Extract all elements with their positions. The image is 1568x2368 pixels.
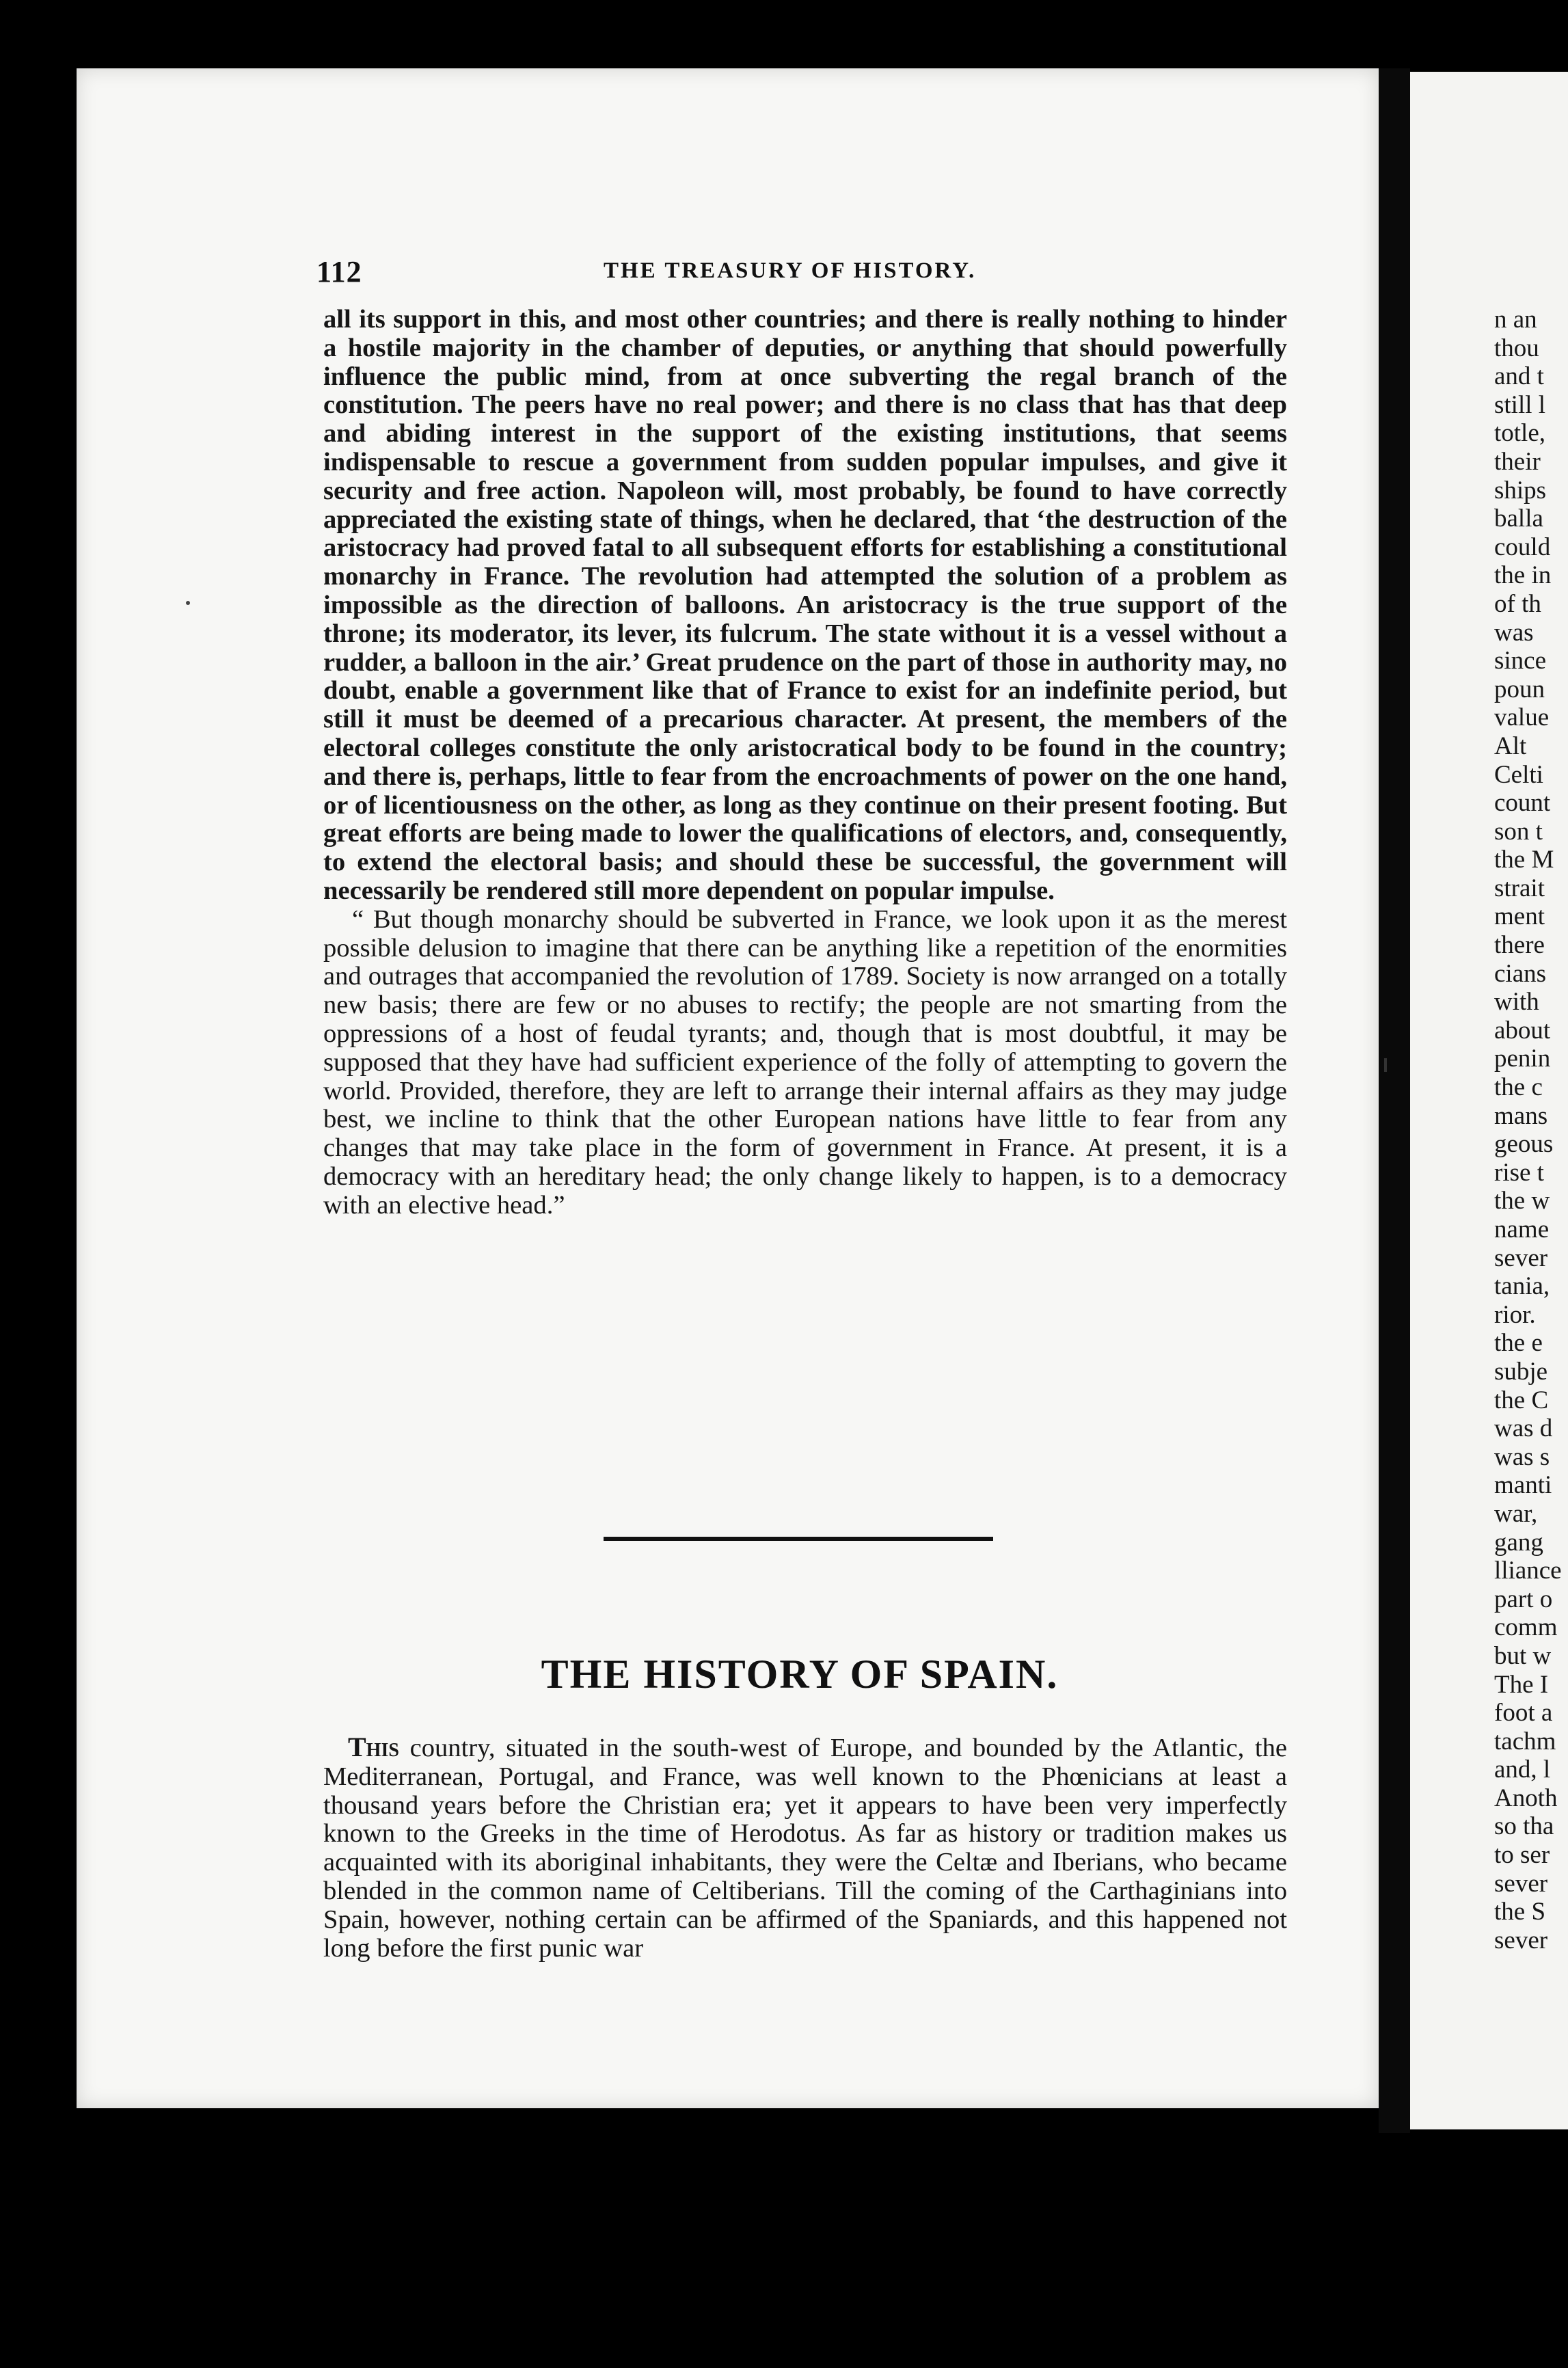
right-page-line-fragment: the S [1494,1898,1546,1926]
right-page-line-fragment: lliance [1494,1557,1562,1585]
right-page-line-fragment: still l [1494,390,1546,419]
right-page-line-fragment: poun [1494,675,1545,703]
right-page-line-fragment: totle, [1494,419,1546,448]
right-page-text-fragments [1494,306,1568,1954]
right-page-line-fragment: manti [1494,1471,1552,1500]
right-page-line-fragment: the C [1494,1386,1549,1414]
body-paragraph-quote: “ But though monarchy should be subverted in France, we look upon it as the merest possible delusion to imagine that there can be anything like a repetition of the enormities and outrages that accompanied the revolution of 1789. Society is now arranged on a totally new basis; there are few or no abuses to rectify; the people are not smarting from the oppressions of a host of feudal tyrants; and, though that is most doubtful, it may be supposed that they have had sufficient experience of the folly of attempting to govern the world. Provided, therefore, they are left to arrange their internal affairs as they may judge best, we incline to think that the other European nations have little to fear from any changes that may take place in the form of government in France. At present, it is a democracy with an hereditary head; the only change likely to happen, is to a democracy with an elective head.” [323,904,1287,1220]
scan-speck [186,601,190,605]
right-page-line-fragment: rior. [1494,1300,1536,1329]
right-page-line-fragment: but w [1494,1641,1552,1670]
running-head-title: THE TREASURY OF HISTORY. [604,258,977,283]
right-page-line-fragment: war, [1494,1499,1538,1528]
right-page-line-fragment: to ser [1494,1841,1550,1870]
right-page-line-fragment: balla [1494,504,1543,533]
body-paragraph: all its support in this, and most other countries; and there is really nothing to hinder a hostile majority in the chamber of deputies, or anything that should powerfully influence the public mind, from at once subverting the regal branch of the constitution. The peers have no real power; and there is no class that has that deep and abiding interest in the support of the existing institutions, that seems indispensable to rescue a government from sudden popular impulses, and give it security and free action. Napoleon will, most probably, be found to have correctly appreciated the existing state of things, when he declared, that ‘the destruction of the aristocracy had proved fatal to all subsequent efforts for establishing a constitutional monarchy in France. The revolution had attempted the solution of a problem as impossible as the direction of balloons. An aristocracy is the true support of the throne; its moderator, its lever, its fulcrum. The state without it is a vessel without a rudder, a balloon in the air.’ Great prudence on the part of those in authority may, no doubt, enable a government like that of France to exist for an indefinite period, but still it must be deemed of a precarious character. At present, the members of the electoral colleges constitute the only aristocratical body to be found in the country; and there is, perhaps, little to fear from the encroachments of power on the one hand, or of licentiousness on the other, as long as they continue on their present footing. But great efforts are being made to lower the qualifications of electors, and, consequently, to extend the electoral basis; and should these be successful, the government will necessarily be rendered still more dependent on popular impulse. [323,305,1287,905]
right-page-line-fragment: sever [1494,1926,1548,1954]
right-page-line-fragment: gang [1494,1528,1543,1557]
right-page-line-fragment: ships [1494,476,1547,504]
right-page-line-fragment: tachm [1494,1727,1556,1755]
right-page-line-fragment: son t [1494,817,1543,846]
right-page-line-fragment: sever [1494,1243,1548,1272]
right-page-line-fragment: the c [1494,1073,1543,1102]
right-page-line-fragment: was d [1494,1414,1553,1443]
right-page-line-fragment: was s [1494,1442,1550,1471]
section-paragraph-text: country, situated in the south-west of Europe, and bounded by the Atlantic, the Mediterranean, Portugal, and France, was well known to the Phœnicians at least a thousand years before the Christian era; yet it appears to have been very imperfectly known to the Greeks in the time of Herodotus. As far as history or tradition makes us acquainted with its aboriginal inhabitants, they were the Celtæ and Iberians, who became blended in the common name of Celtiberians. Till the coming of the Carthaginians into Spain, however, nothing certain can be affirmed of the Spaniards, and this happened not long before the first punic war [323,1734,1287,1963]
right-page-line-fragment: rise t [1494,1158,1544,1187]
right-page-line-fragment: could [1494,533,1551,561]
right-page-line-fragment: the in [1494,561,1552,590]
right-page-line-fragment: tania, [1494,1272,1550,1301]
right-page-line-fragment: Alt [1494,731,1527,760]
right-page-line-fragment: strait [1494,874,1545,902]
right-page-line-fragment: n an [1494,306,1537,334]
right-page-line-fragment: comm [1494,1613,1558,1642]
section-body [323,1733,1287,1963]
right-page-line-fragment: geous [1494,1130,1554,1159]
right-page-line-fragment: the e [1494,1329,1543,1358]
right-page-line-fragment: and t [1494,362,1544,391]
right-page-line-fragment: value [1494,703,1550,732]
right-page-line-fragment: about [1494,1016,1551,1045]
scan-mark [1384,1058,1387,1072]
running-head [316,254,1294,295]
section-lead-word: This [348,1732,399,1762]
right-page-line-fragment: mans [1494,1101,1548,1130]
right-page-line-fragment: name [1494,1215,1550,1243]
section-divider-rule [604,1537,993,1541]
right-page-line-fragment: part o [1494,1585,1553,1613]
right-page-line-fragment: of th [1494,589,1541,618]
right-page-line-fragment: since [1494,647,1547,675]
right-page-line-fragment: count [1494,789,1551,818]
right-page-line-fragment: with [1494,988,1539,1017]
right-page-line-fragment: ment [1494,902,1545,931]
section-paragraph [323,1733,1287,1963]
right-page-line-fragment: their [1494,447,1541,476]
page-number: 112 [316,255,362,288]
right-page-line-fragment: The I [1494,1670,1549,1699]
section-heading: THE HISTORY OF SPAIN. [541,1652,1059,1697]
right-page-line-fragment: and, l [1494,1755,1551,1784]
right-page-line-fragment: Celti [1494,760,1543,789]
right-page-line-fragment: so tha [1494,1812,1554,1841]
right-page-line-fragment: subje [1494,1357,1548,1386]
right-page-line-fragment: thou [1494,334,1539,362]
right-page-line-fragment: there [1494,931,1545,960]
right-page-line-fragment: sever [1494,1869,1548,1898]
right-page-line-fragment: cians [1494,959,1547,988]
right-page-line-fragment: was [1494,618,1534,647]
right-page-line-fragment: the M [1494,846,1554,874]
book-gutter [1379,68,1410,2133]
right-page-line-fragment: Anoth [1494,1784,1558,1812]
right-page-line-fragment: penin [1494,1045,1551,1073]
right-page-line-fragment: the w [1494,1187,1550,1215]
body-text [323,306,1287,1220]
right-page-line-fragment: foot a [1494,1699,1553,1727]
